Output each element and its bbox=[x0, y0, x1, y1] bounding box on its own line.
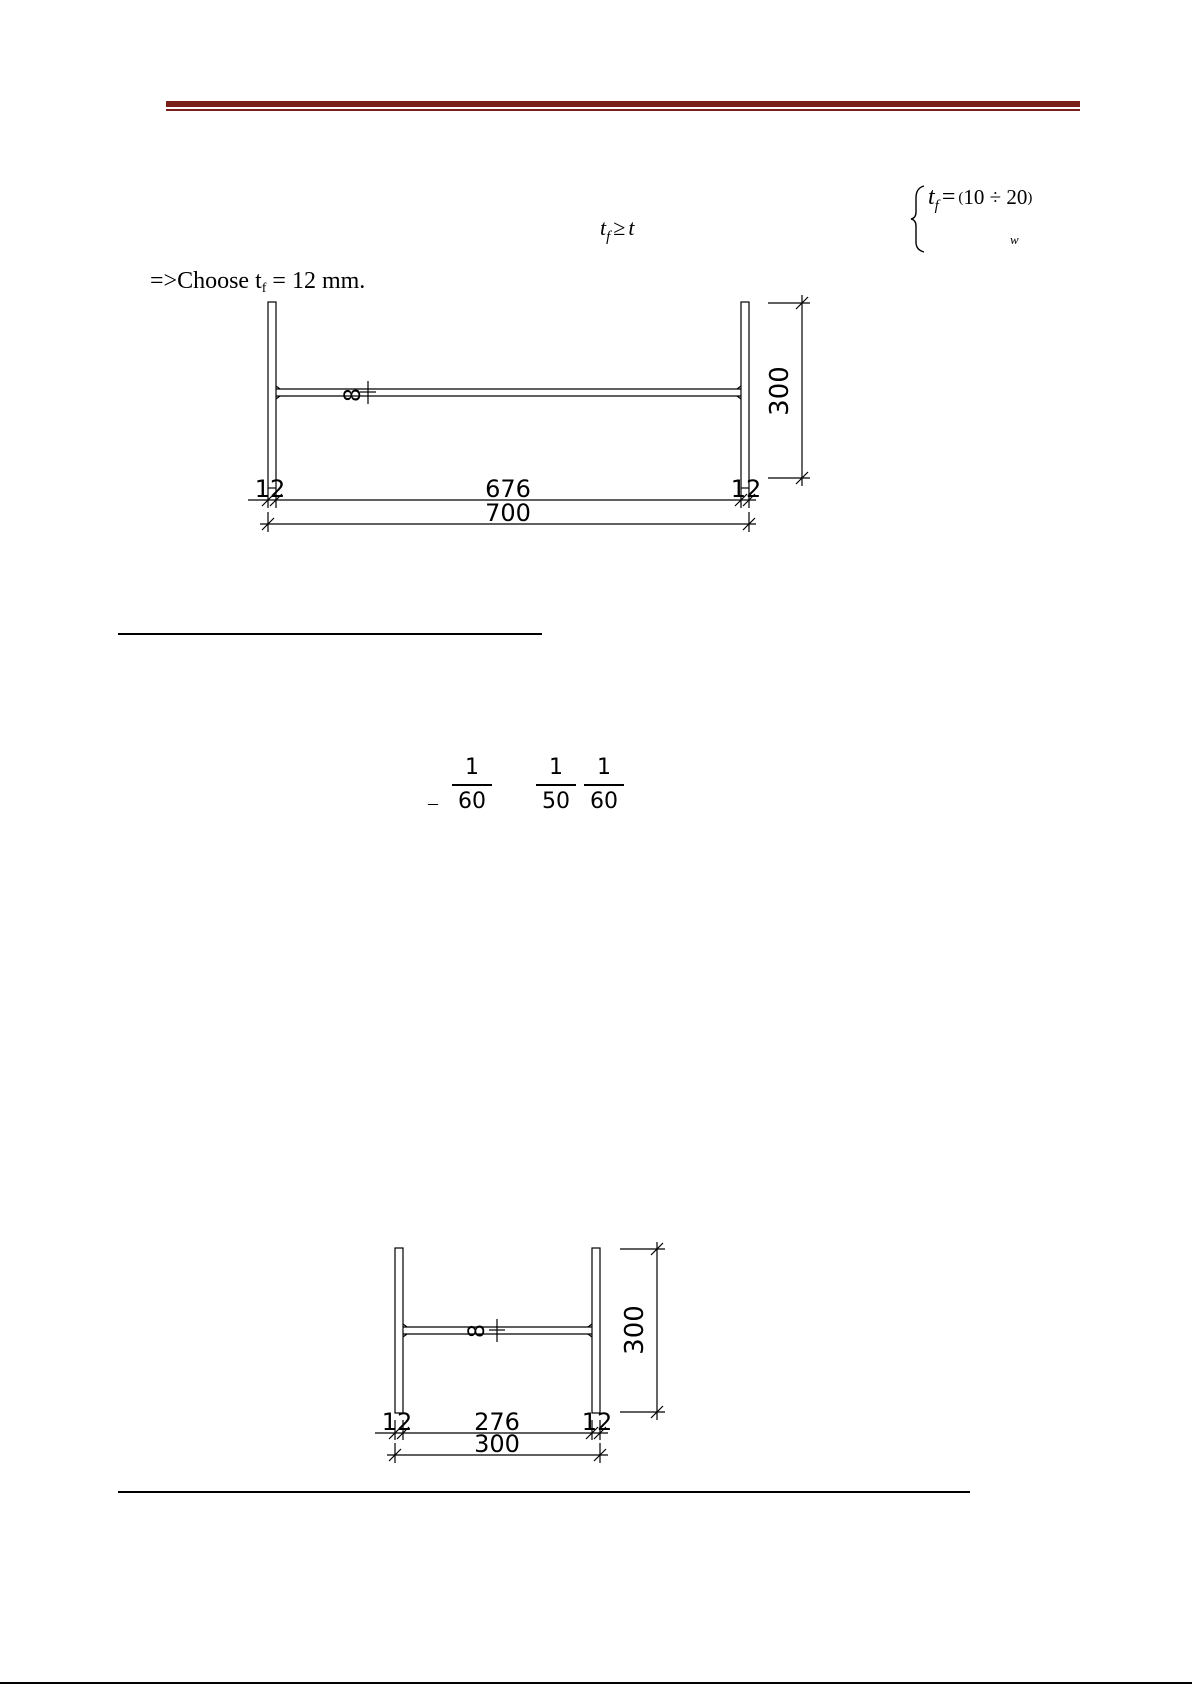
total-width-dim-1: 700 bbox=[485, 499, 531, 527]
height-dim-label-2: 300 bbox=[620, 1305, 650, 1355]
left-flange bbox=[268, 302, 276, 488]
right-flange bbox=[741, 302, 749, 488]
formula-tf-ge-tw: $t_f \ge t$ bbox=[600, 215, 635, 245]
formula-tf-range: $t_f = (10 \div 20)$ bbox=[928, 184, 1033, 214]
flange-left-dim-2: 12 bbox=[381, 1408, 413, 1436]
flange-right-dim-1: 12 bbox=[730, 475, 762, 503]
web-thickness-label-1: 8 bbox=[341, 388, 366, 402]
flange-left-dim-1: 12 bbox=[254, 475, 286, 503]
web-thickness-label-2: 8 bbox=[465, 1324, 490, 1338]
total-width-dim-2: 300 bbox=[474, 1430, 520, 1458]
fraction-3: 1 60 bbox=[584, 754, 624, 816]
fraction-1: 1 60 bbox=[452, 754, 492, 816]
formula-sub-w: w bbox=[1010, 232, 1019, 247]
clear-span-dim-1: 676 bbox=[485, 475, 531, 503]
section-drawing-1 bbox=[240, 290, 840, 540]
footer-rule bbox=[0, 1682, 1192, 1684]
choose-flange-thickness-text: =>Choose tf = 12 mm. bbox=[150, 268, 366, 296]
flange-right-dim-2: 12 bbox=[581, 1408, 613, 1436]
height-dim-label-1: 300 bbox=[765, 366, 795, 416]
minus-sign: – bbox=[428, 792, 438, 814]
header-rule-thin bbox=[166, 109, 1080, 111]
formula-brace-block bbox=[910, 184, 1050, 254]
header-rule-thick bbox=[166, 101, 1080, 107]
section-heading-underline-1 bbox=[118, 633, 542, 635]
left-brace-icon bbox=[910, 184, 930, 254]
section-underline-2 bbox=[118, 1491, 970, 1493]
clear-span-dim-2: 276 bbox=[474, 1408, 520, 1436]
fraction-2: 1 50 bbox=[536, 754, 576, 816]
section-drawing-2 bbox=[370, 1240, 690, 1470]
